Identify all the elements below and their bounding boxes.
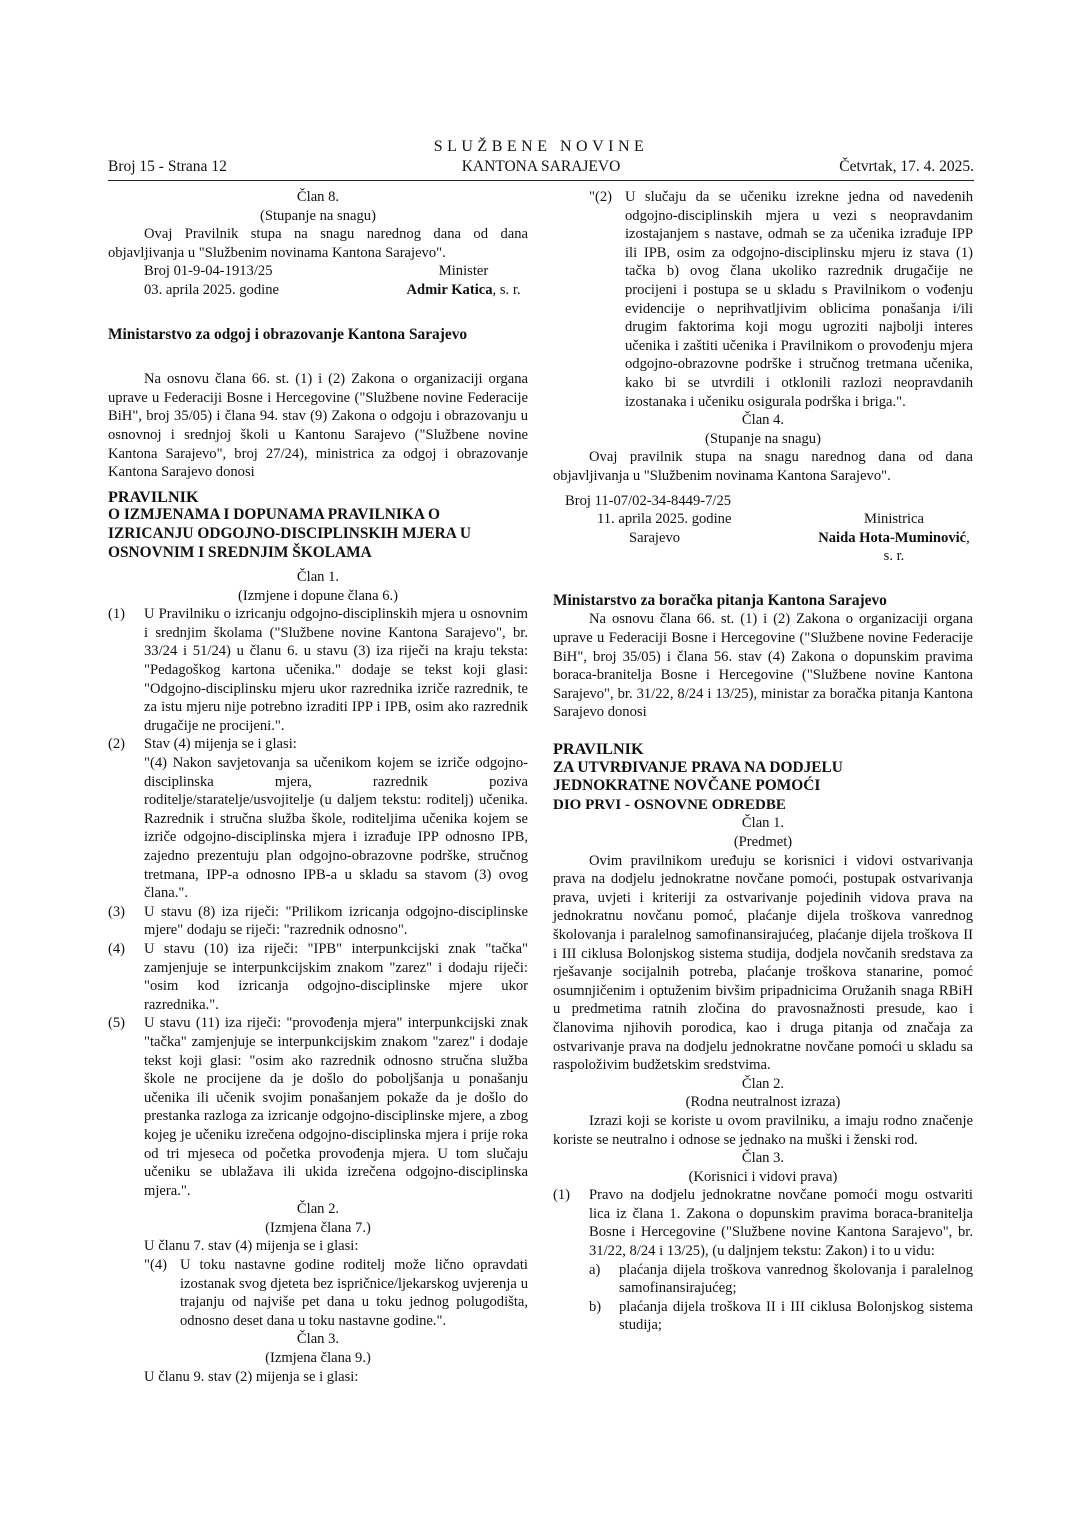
regulation-subtitle-line: ZA UTVRĐIVANJE PRAVA NA DODJELU xyxy=(553,758,843,776)
signatory-role: Ministrica xyxy=(864,511,924,528)
article-text: Ovaj pravilnik stupa na snagu narednog dana od dana objavljivanja u "Službenim novinama Kantona Sarajevo". xyxy=(553,449,973,484)
article-subtitle: (Stupanje na snagu) xyxy=(705,430,821,447)
right-column xyxy=(553,188,973,1335)
article-title: Član 4. xyxy=(741,412,785,429)
article-subtitle: (Izmjena člana 7.) xyxy=(265,1219,371,1236)
page-header xyxy=(108,138,974,178)
preamble-text: Na osnovu člana 66. st. (1) i (2) Zakona o organizaciji organa uprave u Federaciji Bosne i Hercegovine ("Službene novine Federacije BiH", broj 35/05) i člana 94. stav (9) Zakona o odgoju i obrazovanju u osnovnoj i srednjoj školi u Kantonu Sarajevo ("Službene novine Kantona Sarajevo", broj 27/24), ministrica za odgoj i obrazovanje Kantona Sarajevo donosi xyxy=(108,371,528,481)
list-item: (1) U Pravilniku o izricanju odgojno-disciplinskih mjera u osnovnim i srednjim školama ("Službene novine Kantona Sarajevo", br. 33/24 i 51/24) u članu 6. u stavu (3) iza riječi na kraju teksta: "Pedagoškog kartona učenika." dodaje se tekst koji glasi: "Odgojno-disciplinsku mjeru ukor razrednika izriče razrednik, te za istu mjeru nije potrebno izraditi IPP i IPB, osim ako razrednik drugačije ne procijeni.". xyxy=(108,606,528,734)
regulation-subtitle-line: JEDNOKRATNE NOVČANE POMOĆI xyxy=(553,777,821,795)
regulation-title: PRAVILNIK xyxy=(108,487,199,506)
ministry-heading: Ministarstvo za odgoj i obrazovanje Kantona Sarajevo xyxy=(108,325,468,343)
document-number: Broj 11-07/02-34-8449-7/25 xyxy=(565,492,732,509)
quoted-item: "(2) U slučaju da se učeniku izrekne jedna od navedenih odgojno-disciplinskih mjera u vezi s neopravdanim izostajanjem s nastave, odmah se za učenika izrađuje IPP ili IPB, osim za odgojno-disciplinsku mjeru iz stava (1) tačka b) ovog člana ukoliko razrednik drugačije ne procijeni i postupa se u skladu s Pravilnikom o vođenju evidencije o neprihvatljivim oblicima ponašanja i/ili drugim faktorima koji mogu ugroziti najbolji interes učenika i zaštiti učenika i Pravilnikom o provođenju mjera odgojno-obrazovne podrške i stručnog tretmana učenika, kako bi se utvrdili i otklonili razlozi neopravdanih izostanaka i učeniku osigurala podrška i briga.". xyxy=(589,189,973,410)
list-item: (1) Pravo na dodjelu jednokratne novčane pomoći mogu ostvariti lica iz člana 1. Zakona o dopunskim pravima boraca-branitelja Bosne i Hercegovine ("Službene novine Kantona Sarajevo", br. 31/22, 8/24 i 13/25), (u daljnjem tekstu: Zakon) i to u vidu: xyxy=(553,1187,973,1260)
signatory-suffix: , s. r. xyxy=(492,281,521,298)
article-title: Član 2. xyxy=(741,1075,785,1092)
header-rule xyxy=(108,180,974,181)
article-text: Izrazi koji se koriste u ovom pravilniku, a imaju rodno značenje koriste se neutralno i odnose se jednako na muški i ženski rod. xyxy=(553,1112,973,1148)
sub-item: a) plaćanja dijela troškova vanrednog školovanja i paralelnog samofinansirajućeg; xyxy=(589,1261,973,1297)
article-subtitle: (Predmet) xyxy=(733,834,793,850)
article-title: Član 3. xyxy=(296,1331,340,1348)
article-text: U članu 7. stav (4) mijenja se i glasi: xyxy=(144,1238,359,1255)
preamble-text: Na osnovu člana 66. st. (1) i (2) Zakona o organizaciji organa uprave u Federaciji Bosne i Hercegovine ("Službene novine Federacije BiH", broj 35/05) i člana 56. stav (4) Zakona o dopunskim pravima boraca-branitelja Bosne i Hercegovine ("Službene novine Kantona Sarajevo", br. 31/22, 8/24 i 13/25), ministar za boračka pitanja Kantona Sarajevo donosi xyxy=(553,611,973,721)
article-title: Član 2. xyxy=(296,1201,340,1218)
article-subtitle: (Izmjena člana 9.) xyxy=(265,1350,371,1367)
list-item: (5) U stavu (11) iza riječi: "provođenja mjera" interpunkcijski znak "tačka" zamjenjuje se interpunkcijskim znakom "zarez" i dodaje tekst koji glasi: "osim ako razrednik odnosno stručna služba škole ne procijene da je došlo do poboljšanja u ponašanju učenika ili učenik svojim ponašanjem pokaže da je došlo do prestanka razloga za izricanje odgojno-disciplinske mjere, a zbog kojeg je učeniku izrečena odgojno-disciplinska mjera i prije roka od tri mjeseca od početka provođenja mjera. U tom slučaju učeniku se ublažava ili ukida izrečena odgojno-disciplinska mjera.". xyxy=(108,1015,528,1199)
regulation-subtitle-line: OSNOVNIM I SREDNJIM ŠKOLAMA xyxy=(108,543,372,561)
issue-page: Broj 15 - Strana 12 xyxy=(108,158,227,175)
article-subtitle: (Rodna neutralnost izraza) xyxy=(685,1094,841,1111)
article-title: Član 1. xyxy=(296,569,340,586)
sub-item: b) plaćanja dijela troškova II i III ciklusa Bolonjskog sistema studija; xyxy=(589,1298,973,1334)
list-item: (3) U stavu (8) iza riječi: "Prilikom izricanja odgojno-disciplinske mjere" dodaju se riječi: "razrednik odnosno". xyxy=(108,903,528,939)
signature-block xyxy=(108,262,528,299)
quoted-item: "(4) U toku nastavne godine roditelj može lično opravdati izostanak svog djeteta bez ispričnice/ljekarskog uvjerenja u trajanju od najviše pet dana u toku jednog polugodišta, odnosno deset dana u toku nastavne godine.". xyxy=(144,1257,528,1329)
document-number: Broj 01-9-04-1913/25 xyxy=(144,263,273,280)
left-column xyxy=(108,188,528,1386)
document-date: 03. aprila 2025. godine xyxy=(144,281,279,298)
list-item: (4) U stavu (10) iza riječi: "IPB" interpunkcijski znak "tačka" zamjenjuje se interpunkcijskim znakom "zarez" i dodaju riječi: "osim kod izricanja odgojno-disciplinske mjere ukor razrednika.". xyxy=(108,940,528,1013)
publication-name: KANTONA SARAJEVO xyxy=(461,158,621,175)
part-heading: DIO PRVI - OSNOVNE ODREDBE xyxy=(553,796,786,813)
document-date: 11. aprila 2025. godine xyxy=(597,511,732,528)
list-item: "(4) Nakon savjetovanja sa učenikom kojem se izriče odgojno-disciplinska mjera, razrednik poziva roditelje/staratelje/usvojitelje (u daljem tekstu: roditelj) učenika. Razrednik i stručna služba škole, roditeljima učenika kojem se izriče odgojno-disciplinska mjera i izrađuje IPP odnosno IPB, zajedno prezentuju plan odgojno-obrazovne podrške, stručnog tretmana, IPP-a odnosno IPB-a u skladu sa stavom (3) ovog člana.". xyxy=(144,755,528,902)
document-place: Sarajevo xyxy=(629,529,681,546)
masthead: SLUŽBENE NOVINE xyxy=(433,138,649,155)
signatory-name: Naida Hota-Muminović xyxy=(818,529,967,546)
article-subtitle: (Izmjene i dopune člana 6.) xyxy=(237,587,399,604)
regulation-subtitle-line: O IZMJENAMA I DOPUNAMA PRAVILNIKA O xyxy=(108,506,440,524)
ministry-heading: Ministarstvo za boračka pitanja Kantona Sarajevo xyxy=(553,591,887,609)
issue-date: Četvrtak, 17. 4. 2025. xyxy=(839,158,974,175)
article-text: Ovaj Pravilnik stupa na snagu narednog dana od dana objavljivanja u "Službenim novinama Kantona Sarajevo". xyxy=(108,226,528,261)
article-text: Ovim pravilnikom uređuju se korisnici i vidovi ostvarivanja prava na dodjelu jednokratne novčane pomoći, postupak ostvarivanja prava, uvjeti i kriteriji za ostvarivanje pojedinih vidova prava na jednokratnu novčanu pomoć, plaćanje dijela troškova vanrednog školovanja i paralelnog samofinansirajućeg, plaćanje dijela troškova II i III ciklusa Bolonjskog sistema studija, dodjela novčanih sredstava za rješavanje socijalnih potreba, plaćanje troškova stanarine, pomoć osumnjičenim i optuženim bivšim pripadnicima Oružanih snaga RBiH u predmetima ratnih zločina do pravosnažnosti presude, kao i članovima njihovih porodica, kao i druga pitanja od značaja za ostvarivanje prava na dodjelu jednokratne novčane pomoći u skladu sa raspoloživim budžetskim sredstvima. xyxy=(553,852,973,1074)
regulation-title: PRAVILNIK xyxy=(553,740,644,759)
article-subtitle: (Korisnici i vidovi prava) xyxy=(688,1168,838,1185)
article-title: Član 1. xyxy=(741,815,785,832)
article-subtitle: (Stupanje na snagu) xyxy=(260,207,376,224)
article-text: U članu 9. stav (2) mijenja se i glasi: xyxy=(144,1368,359,1385)
signatory-name: Admir Katica xyxy=(406,281,493,298)
signatory-role: Minister xyxy=(438,263,489,280)
signature-block xyxy=(553,492,973,566)
article-title: Član 3. xyxy=(741,1150,785,1167)
regulation-subtitle-line: IZRICANJU ODGOJNO-DISCIPLINSKIH MJERA U xyxy=(108,524,472,542)
article-title: Član 8. xyxy=(296,189,340,205)
signatory-suffix: , s. r. xyxy=(883,529,970,565)
list-item: (2) Stav (4) mijenja se i glasi: xyxy=(108,736,297,753)
